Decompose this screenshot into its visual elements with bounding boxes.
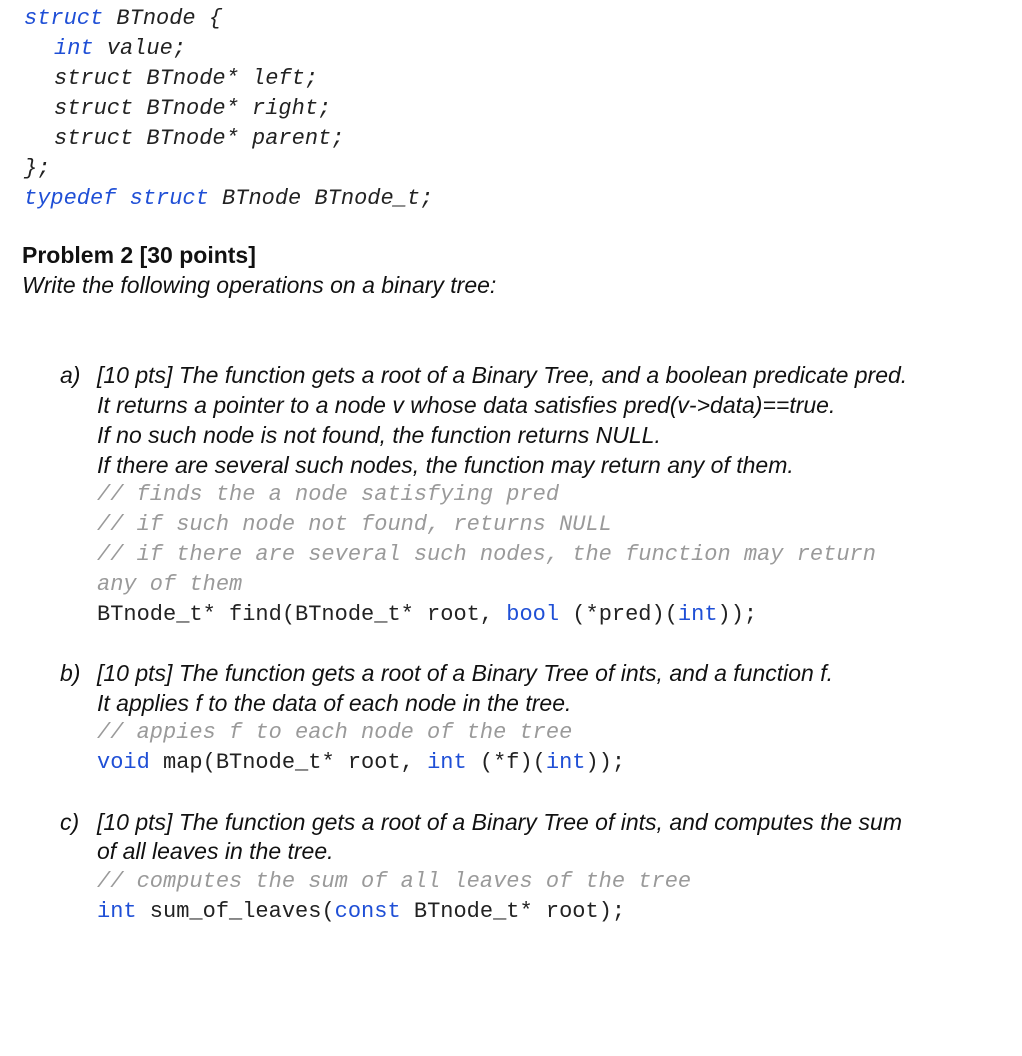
part-c-text-2: of all leaves in the tree. — [97, 838, 334, 864]
keyword: int — [427, 750, 467, 775]
keyword: int — [677, 602, 718, 627]
keyword: int — [545, 750, 586, 775]
part-c-comment-1: // computes the sum of all leaves of the tree — [97, 869, 692, 894]
part-a-comment-1: // finds the a node satisfying pred — [97, 482, 560, 507]
part-c-label: c) — [60, 809, 80, 835]
code-text: sum_of_leaves( — [136, 899, 335, 924]
struct-line-2 — [54, 36, 186, 61]
part-c-signature — [97, 899, 625, 924]
struct-line-6: }; — [24, 156, 51, 181]
code-text: map(BTnode_t* root, — [149, 750, 428, 775]
code-text: BTnode_t* root); — [400, 899, 626, 924]
keyword: int — [54, 36, 94, 61]
keyword: bool — [506, 602, 560, 627]
keyword: void — [97, 750, 150, 775]
struct-line-3: struct BTnode* left; — [54, 66, 319, 91]
code-text: (*f)( — [466, 750, 546, 775]
part-c-text-1: [10 pts] The function gets a root of a Binary Tree of ints, and computes the sum — [97, 809, 902, 835]
code-text: (*pred)( — [559, 602, 678, 627]
keyword: const — [334, 899, 401, 924]
code-text: )); — [585, 750, 626, 775]
code-text: )); — [717, 602, 758, 627]
part-a-text-1: [10 pts] The function gets a root of a Binary Tree, and a boolean predicate pred. — [97, 362, 908, 388]
struct-line-5: struct BTnode* parent; — [54, 126, 345, 151]
code-text: BTnode BTnode_t; — [208, 186, 434, 211]
keyword: struct — [24, 6, 104, 31]
part-b-signature — [97, 750, 625, 775]
part-b-text-1: [10 pts] The function gets a root of a Binary Tree of ints, and a function f. — [97, 660, 833, 686]
part-a-signature — [97, 602, 757, 627]
part-a-text-4: If there are several such nodes, the function may return any of them. — [97, 452, 794, 478]
part-b-comment-1: // appies f to each node of the tree — [97, 720, 573, 745]
keyword: int — [97, 899, 137, 924]
struct-line-4: struct BTnode* right; — [54, 96, 332, 121]
part-a-comment-2: // if such node not found, returns NULL — [97, 512, 612, 537]
part-a-text-3: If no such node is not found, the function returns NULL. — [97, 422, 661, 448]
code-text: BTnode_t* find(BTnode_t* root, — [97, 602, 507, 627]
problem-intro: Write the following operations on a binary tree: — [22, 272, 497, 298]
part-b-text-2: It applies f to the data of each node in the tree. — [97, 690, 572, 716]
code-text: BTnode { — [103, 6, 223, 31]
part-a-comment-3: // if there are several such nodes, the function may return — [97, 542, 876, 567]
part-a-label: a) — [60, 362, 81, 388]
code-text: value; — [93, 36, 187, 61]
problem-heading: Problem 2 [30 points] — [22, 242, 256, 268]
part-a-text-2: It returns a pointer to a node v whose data satisfies pred(v->data)==true. — [97, 392, 836, 418]
keyword: typedef struct — [24, 186, 209, 211]
typedef-line — [24, 186, 433, 211]
part-a-comment-4: any of them — [97, 572, 243, 597]
struct-line-1 — [24, 6, 222, 31]
part-b-label: b) — [60, 660, 81, 686]
